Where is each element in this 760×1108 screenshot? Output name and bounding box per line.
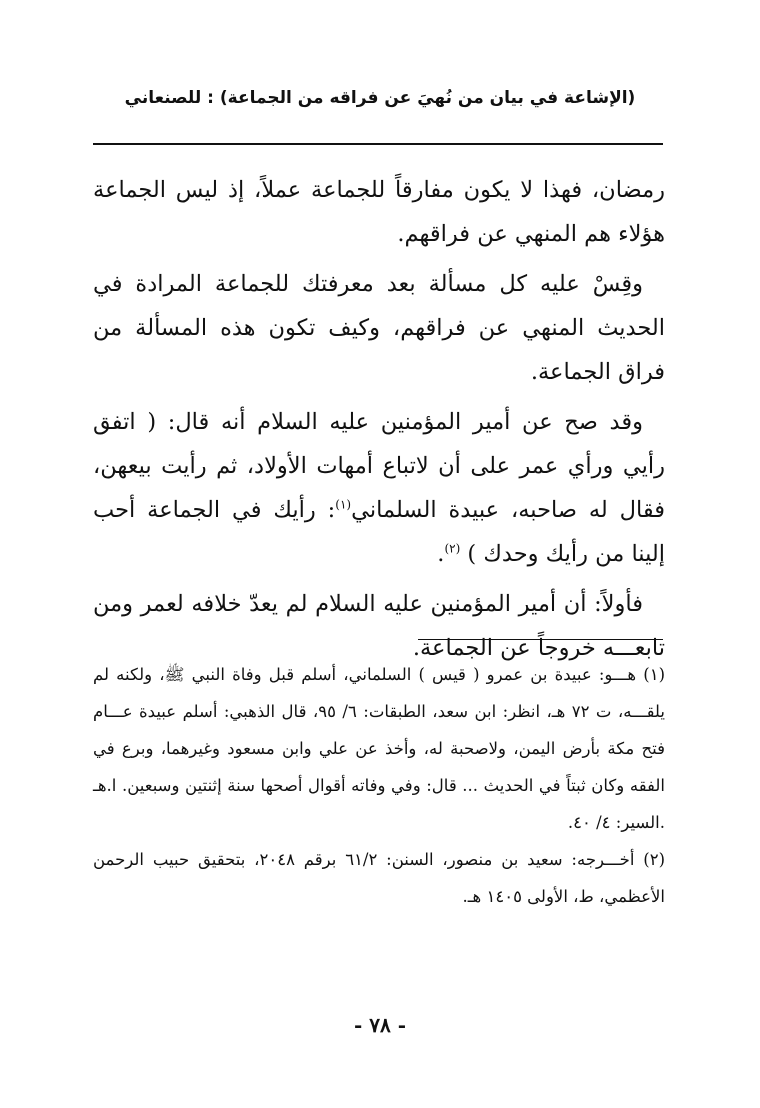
paragraph-1: رمضان، فهذا لا يكون مفارقاً للجماعة عملاً، إذ ليس الجماعة هؤلاء هم المنهي عن فراقهم. — [93, 177, 665, 247]
footnote-ref-2: (٢) — [444, 541, 461, 556]
paragraph-3-part-b: : رأيك في الجماعة أحب إلينا من رأيك وحدك ) — [93, 497, 665, 567]
page-number: - ٧٨ - — [353, 1013, 406, 1037]
paragraph-4: فأولاً: أن أمير المؤمنين عليه السلام لم يعدّ خلافه لعمر ومن تابعـــه خروجاً عن الجماعة. — [93, 591, 665, 661]
paragraph-3-part-c: . — [437, 541, 445, 567]
main-text — [93, 168, 665, 676]
header-divider — [93, 143, 663, 145]
footnote-divider — [418, 639, 663, 640]
paragraph-3-part-a: وقد صح عن أمير المؤمنين عليه السلام أنه قال: ( اتفق رأيي ورأي عمر على أن لاتباع أمهات الأولاد، ثم رأيت بيعهن، فقال له صاحبه، عبيدة السلماني — [93, 409, 665, 523]
paragraph-2: وقِسْ عليه كل مسألة بعد معرفتك للجماعة المرادة في الحديث المنهي عن فراقهم، وكيف تكون هذه المسألة من فراق الجماعة. — [93, 271, 665, 385]
footnote-2: (٢) أخـــرجه: سعيد بن منصور، السنن: ٦١/٢ برقم ٢٠٤٨، بتحقيق حبيب الرحمن الأعظمي، ط، الأولى ١٤٠٥ هـ. — [93, 850, 666, 906]
paragraph-3 — [93, 400, 665, 576]
footnote-ref-1: (١) — [335, 497, 352, 512]
footnote-1: (١) هـــو: عبيدة بن عمرو ( قيس ) السلماني، أسلم قبل وفاة النبي ﷺ، ولكنه لم يلقـــه، ت ٧٢ هـ، انظر: ابن سعد، الطبقات: ٦/ ٩٥، قال الذهبي: أسلم عبيدة عـــام فتح مكة بأرض اليمن، ولاصحبة له، وأخذ عن علي وابن مسعود وغيرهما، وبرع في الفقه وكان ثبتاً في الحديث ... قال: وفي وفاته أقوال أصحها سنة إثنتين وسبعين. ا.هـ .السير: ٤/ ٤٠. — [93, 665, 665, 832]
running-header: (الإشاعة في بيان من نُهيَ عن فراقه من الجماعة) : للصنعاني — [124, 88, 636, 108]
footnotes — [93, 656, 665, 915]
